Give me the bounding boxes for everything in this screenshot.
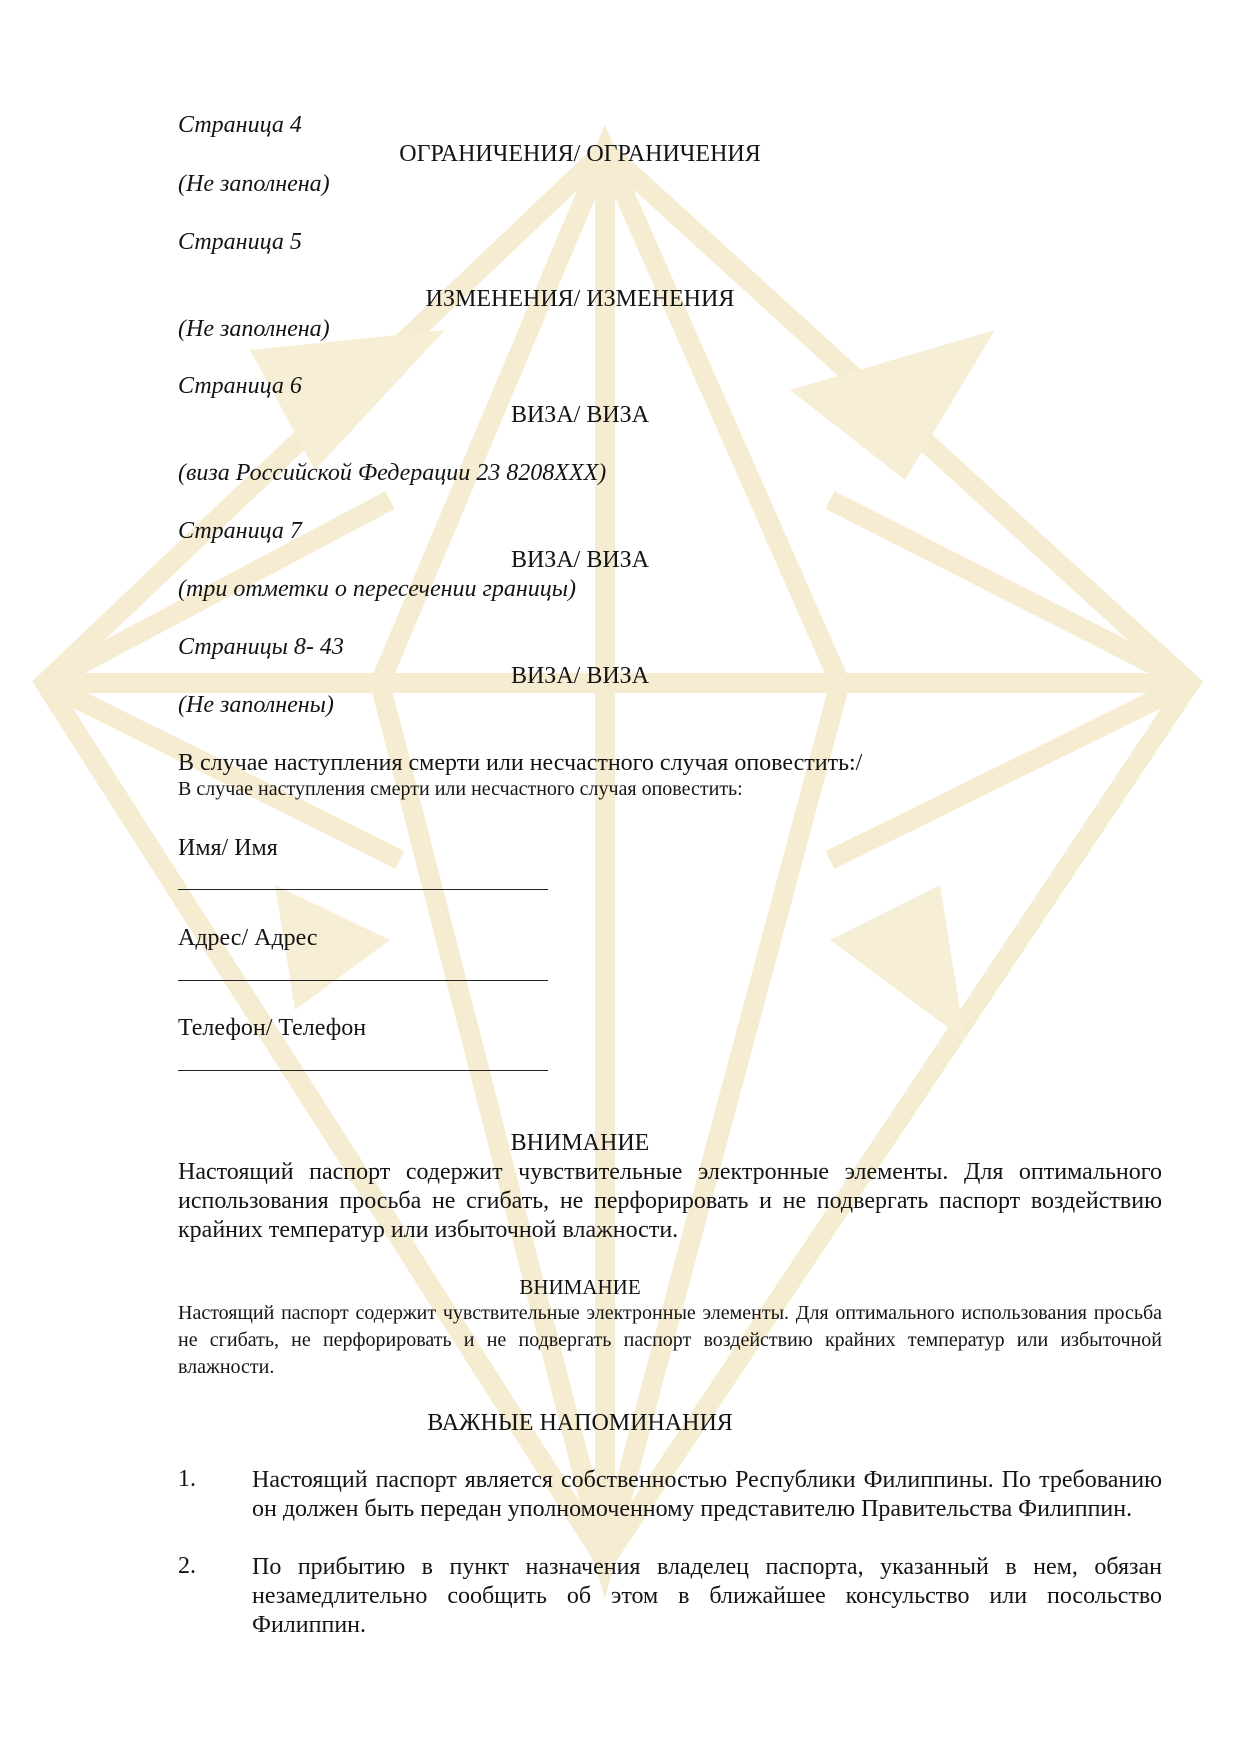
attention-heading: ВНИМАНИЕ (510, 1130, 650, 1156)
emergency-name-line (178, 889, 548, 890)
section-note: (виза Российской Федерации 23 8208ХХХ) (178, 460, 607, 486)
reminders-heading: ВАЖНЫЕ НАПОМИНАНИЯ (427, 1410, 733, 1436)
reminder-number: 2. (178, 1553, 196, 1579)
section-heading: ИЗМЕНЕНИЯ/ ИЗМЕНЕНИЯ (425, 286, 735, 312)
section-heading: ВИЗА/ ВИЗА (510, 547, 650, 573)
page-label: Страница 6 (178, 373, 302, 399)
emergency-name-label: Имя/ Имя (178, 835, 278, 861)
page-label: Страницы 8- 43 (178, 634, 344, 660)
emergency-title: В случае наступления смерти или несчастного случая оповестить:/ (178, 750, 863, 776)
attention-text: Настоящий паспорт содержит чувствительные электронные элементы. Для оптимального использования просьба не сгибать, не перфорировать и не подвергать паспорт воздействию крайних температур или избыточной влажности. (178, 1159, 1162, 1243)
section-heading: ОГРАНИЧЕНИЯ/ ОГРАНИЧЕНИЯ (399, 141, 761, 167)
reminder-text: Настоящий паспорт является собственностью Республики Филиппины. По требованию он должен быть передан уполномоченному представителю Правительства Филиппин. (252, 1467, 1162, 1522)
section-note: (три отметки о пересечении границы) (178, 576, 577, 602)
section-heading: ВИЗА/ ВИЗА (510, 663, 650, 689)
section-heading: ВИЗА/ ВИЗА (510, 402, 650, 428)
attention-text-small: Настоящий паспорт содержит чувствительные электронные элементы. Для оптимального использования просьба не сгибать, не перфорировать и не подвергать паспорт воздействию крайних температур или избыточной влажности. (178, 1302, 1162, 1378)
page-label: Страница 5 (178, 229, 302, 255)
reminder-number: 1. (178, 1466, 196, 1492)
emergency-address-label: Адрес/ Адрес (178, 925, 318, 951)
section-note: (Не заполнена) (178, 316, 330, 342)
emergency-phone-label: Телефон/ Телефон (178, 1015, 367, 1041)
page-label: Страница 4 (178, 112, 302, 138)
section-note: (Не заполнена) (178, 171, 330, 197)
reminder-text: По прибытию в пункт назначения владелец паспорта, указанный в нем, обязан незамедлительно сообщить об этом в ближайшее консульство или посольство Филиппин. (252, 1554, 1162, 1638)
emergency-address-line (178, 980, 548, 981)
section-note: (Не заполнены) (178, 692, 334, 718)
emergency-title-small: В случае наступления смерти или несчастного случая оповестить: (178, 778, 743, 800)
attention-heading-small: ВНИМАНИЕ (519, 1275, 641, 1299)
emergency-phone-line (178, 1070, 548, 1071)
page-label: Страница 7 (178, 518, 302, 544)
